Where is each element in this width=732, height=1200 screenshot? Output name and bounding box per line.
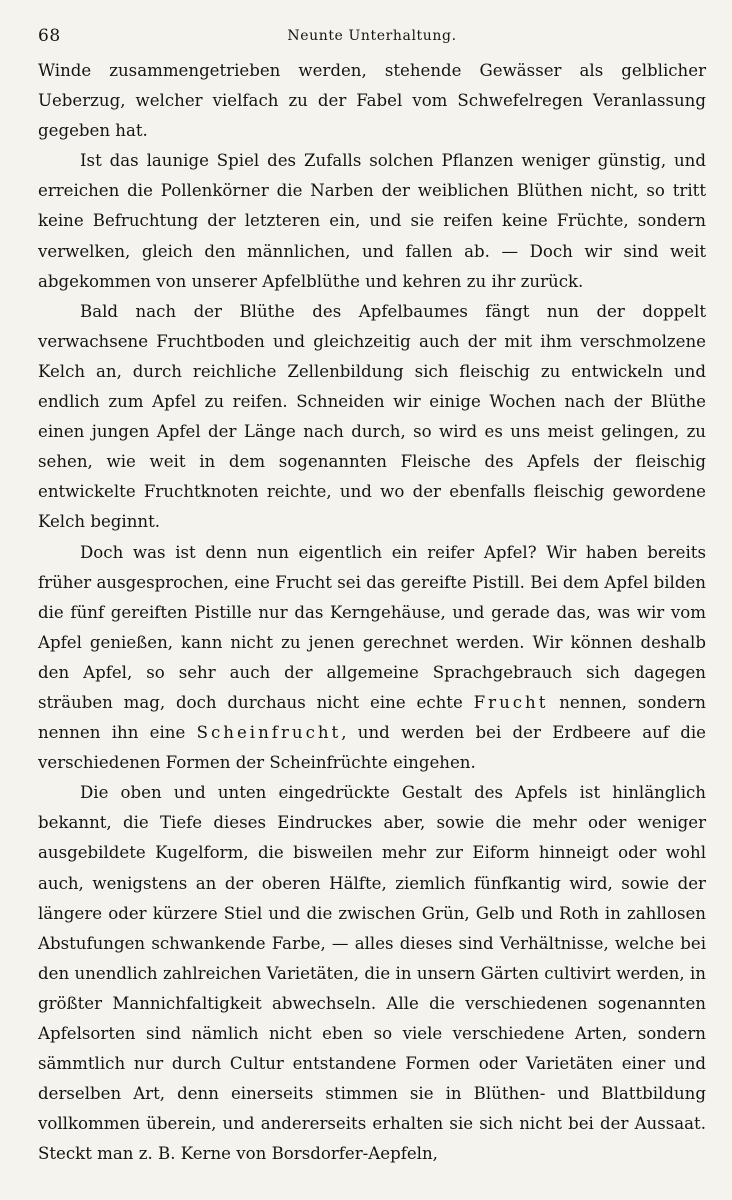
emphasis-scheinfrucht: Scheinfrucht (196, 723, 342, 743)
paragraph-4-text-c: , und werden bei der Erdbeere auf die verschiedenen Formen der Scheinfrüchte eingehen. (38, 723, 707, 773)
paragraph-5-text: Die oben und unten eingedrückte Gestalt des Apfels ist hinlänglich bekannt, die Tiefe dieses Eindruckes aber, sowie die mehr oder weniger ausgebildete Kugelform, die bisweilen mehr zur Eiform hinneigt oder wohl auch, wenigstens an der oberen Hälfte, ziemlich fünfkantig wird, sowie der längere oder kürzere Stiel und die zwischen Grün, Gelb und Roth in zahllosen Abstufungen schwankende Farbe, — alles dieses sind Verhältnisse, welche bei den unendlich zahlreichen Varietäten, die in unsern Gärten cultivirt werden, in größter Mannichfaltigkeit abwechseln. Alle die verschiedenen sogenannten Apfelsorten sind nämlich nicht eben so viele verschiedene Arten, sondern sämmtlich nur durch Cultur entstandene Formen oder Varietäten einer und derselben Art, denn einerseits stimmen sie in Blüthen- und Blattbildung vollkommen überein, und andererseits erhalten sie sich nicht bei der Aussaat. Steckt man z. B. Kerne von Borsdorfer-Aepfeln, (38, 783, 706, 1164)
paragraph-4-text-b: nennen, sondern nennen ihn eine (38, 692, 706, 743)
page-number: 68 (38, 26, 61, 46)
paragraph-3-text: Bald nach der Blüthe des Apfelbaumes fängt nun der doppelt verwachsene Fruchtboden und gleichzeitig auch der mit ihm verschmolzene Kelch an, durch reichliche Zellenbildung sich fleischig zu entwickeln und endlich zum Apfel zu reifen. Schneiden wir einige Wochen nach der Blüthe einen jungen Apfel der Länge nach durch, so wird es uns meist gelingen, zu sehen, wie weit in dem sogenannten Fleische des Apfels der fleischig entwickelte Fruchtknoten reichte, und wo der ebenfalls fleischig gewordene Kelch beginnt. (38, 301, 706, 532)
page-header (38, 22, 706, 56)
paragraph-1 (38, 56, 706, 146)
emphasis-frucht: Frucht (473, 692, 549, 712)
running-head: Neunte Unterhaltung. (287, 28, 457, 44)
paragraph-3 (38, 297, 706, 538)
paragraph-2-text: Ist das launige Spiel des Zufalls solchen Pflanzen weniger günstig, und erreichen die Pollenkörner die Narben der weiblichen Blüthen nicht, so tritt keine Befruchtung der letzteren ein, und sie reifen keine Früchte, sondern verwelken, gleich den männlichen, und fallen ab. — Doch wir sind weit abgekommen von unserer Apfelblüthe und kehren zu ihr zurück. (38, 151, 706, 291)
paragraph-2 (38, 146, 706, 296)
paragraph-4 (38, 538, 706, 779)
body-text (38, 56, 706, 1169)
paragraph-1-text: Winde zusammengetrieben werden, stehende Gewässer als gelblicher Ueberzug, welcher vielfach zu der Fabel vom Schwefelregen Veranlassung gegeben hat. (38, 61, 706, 141)
paragraph-4-text-a: Doch was ist denn nun eigentlich ein reifer Apfel? Wir haben bereits früher ausgesprochen, eine Frucht sei das gereifte Pistill. Bei dem Apfel bilden die fünf gereiften Pistille nur das Kerngehäuse, und gerade das, was wir vom Apfel genießen, kann nicht zu jenen gerechnet werden. Wir können deshalb den Apfel, so sehr auch der allgemeine Sprachgebrauch sich dagegen sträuben mag, doch durchaus nicht eine echte (38, 542, 706, 712)
paragraph-5 (38, 778, 706, 1169)
